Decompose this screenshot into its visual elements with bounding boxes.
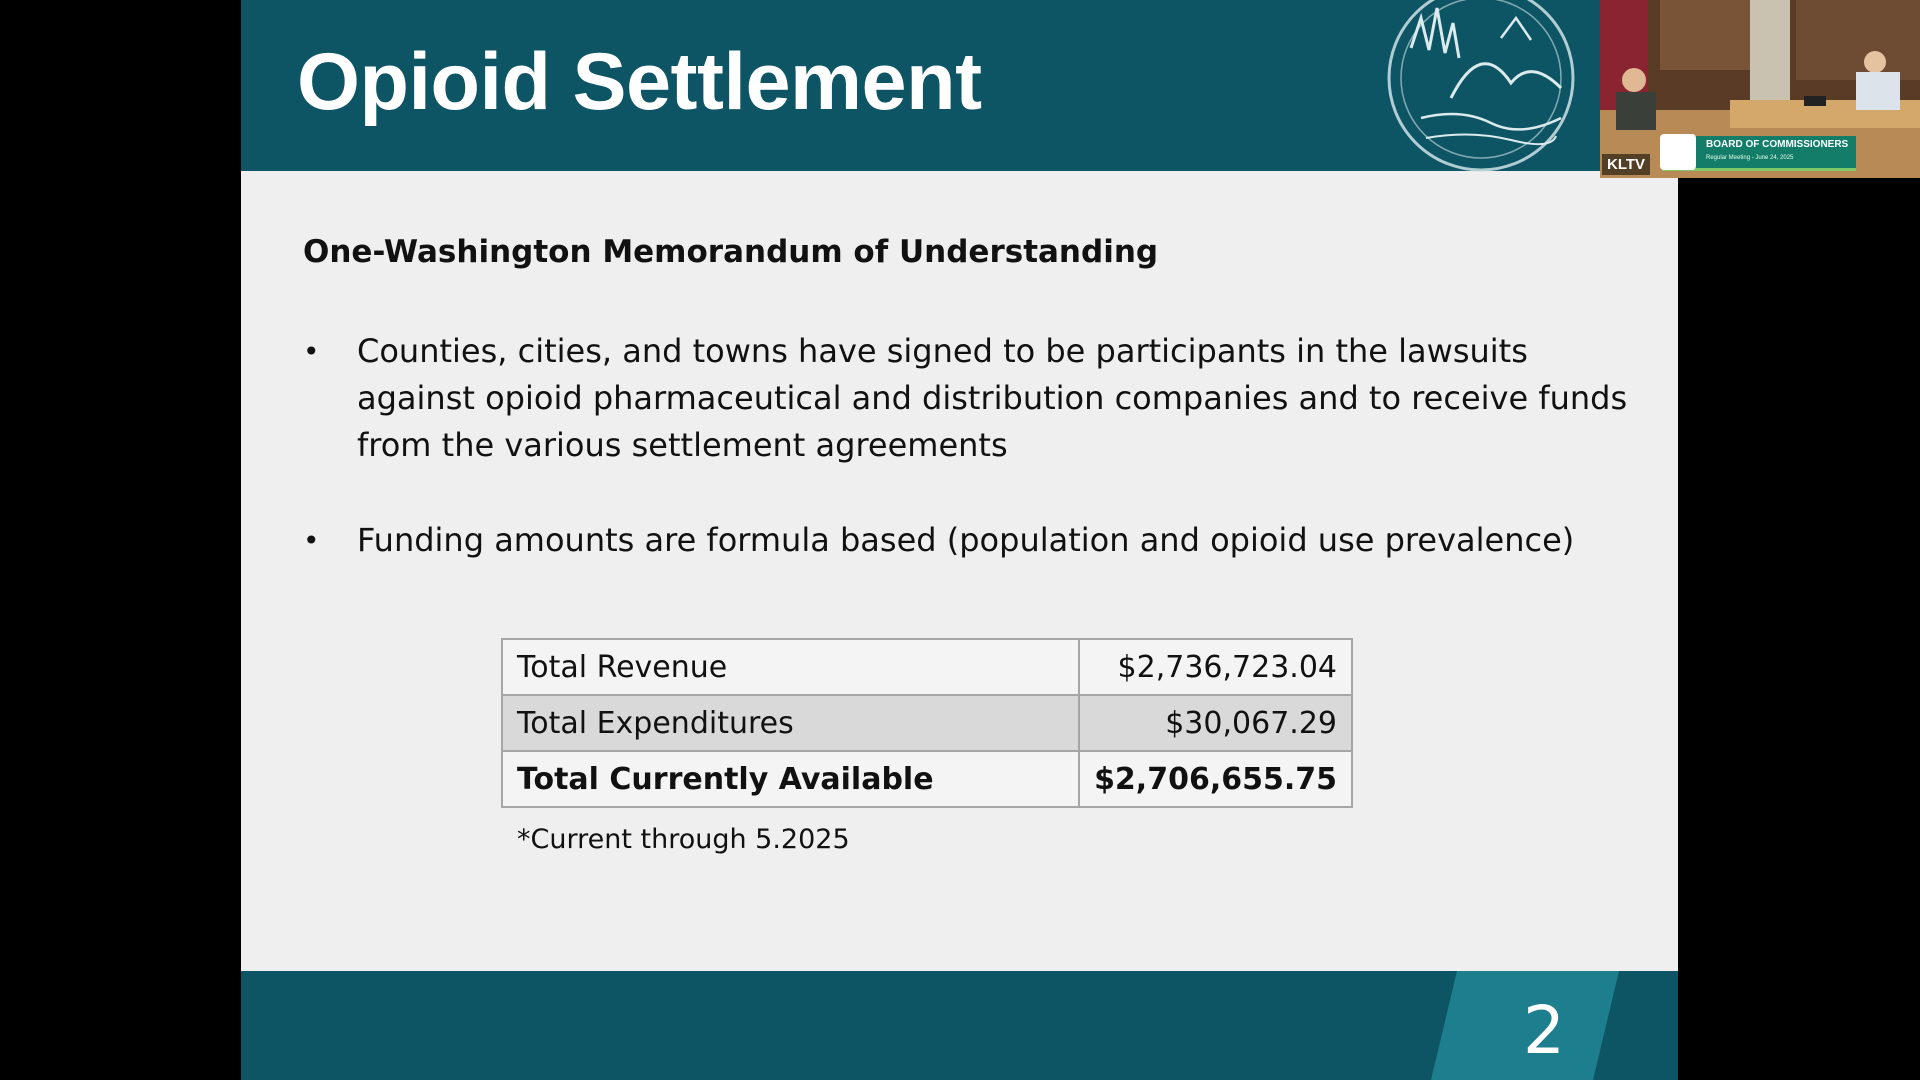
footer-accent-shape <box>241 971 1678 1080</box>
row-label: Total Revenue <box>502 639 1079 695</box>
table-row <box>502 695 1352 751</box>
channel-badge: KLTV <box>1602 154 1650 175</box>
table-footnote: *Current through 5.2025 <box>517 824 850 855</box>
row-amount: $30,067.29 <box>1079 695 1352 751</box>
slide-header <box>241 0 1678 171</box>
row-label: Total Expenditures <box>502 695 1079 751</box>
bullet-text: Counties, cities, and towns have signed to be participants in the lawsuits against opioid pharmaceutical and distribution companies and to receive funds from the various settlement agreements <box>357 332 1628 464</box>
table-row <box>502 639 1352 695</box>
financial-summary-table <box>501 638 1353 808</box>
slide-footer <box>241 971 1678 1080</box>
slide-subtitle: One-Washington Memorandum of Understanding <box>303 234 1159 270</box>
lower-third-banner <box>1662 136 1856 171</box>
slide-title: Opioid Settlement <box>297 37 982 127</box>
bullet-marker: • <box>303 524 320 557</box>
bullet-item <box>303 328 1643 469</box>
row-amount: $2,706,655.75 <box>1079 751 1352 807</box>
county-logo-icon <box>1660 134 1696 170</box>
county-seal-icon <box>1381 0 1581 178</box>
bullet-list <box>303 328 1643 612</box>
bullet-item <box>303 517 1643 564</box>
row-label: Total Currently Available <box>502 751 1079 807</box>
lower-third-subtitle: Regular Meeting - June 24, 2025 <box>1706 155 1794 161</box>
table-row-total <box>502 751 1352 807</box>
lower-third-title: BOARD OF COMMISSIONERS <box>1706 139 1849 150</box>
page-number: 2 <box>1523 992 1565 1069</box>
presentation-slide <box>241 0 1678 1080</box>
row-amount: $2,736,723.04 <box>1079 639 1352 695</box>
bullet-marker: • <box>303 335 320 368</box>
bullet-text: Funding amounts are formula based (population and opioid use prevalence) <box>357 521 1575 559</box>
webcam-overlay <box>1600 0 1920 178</box>
